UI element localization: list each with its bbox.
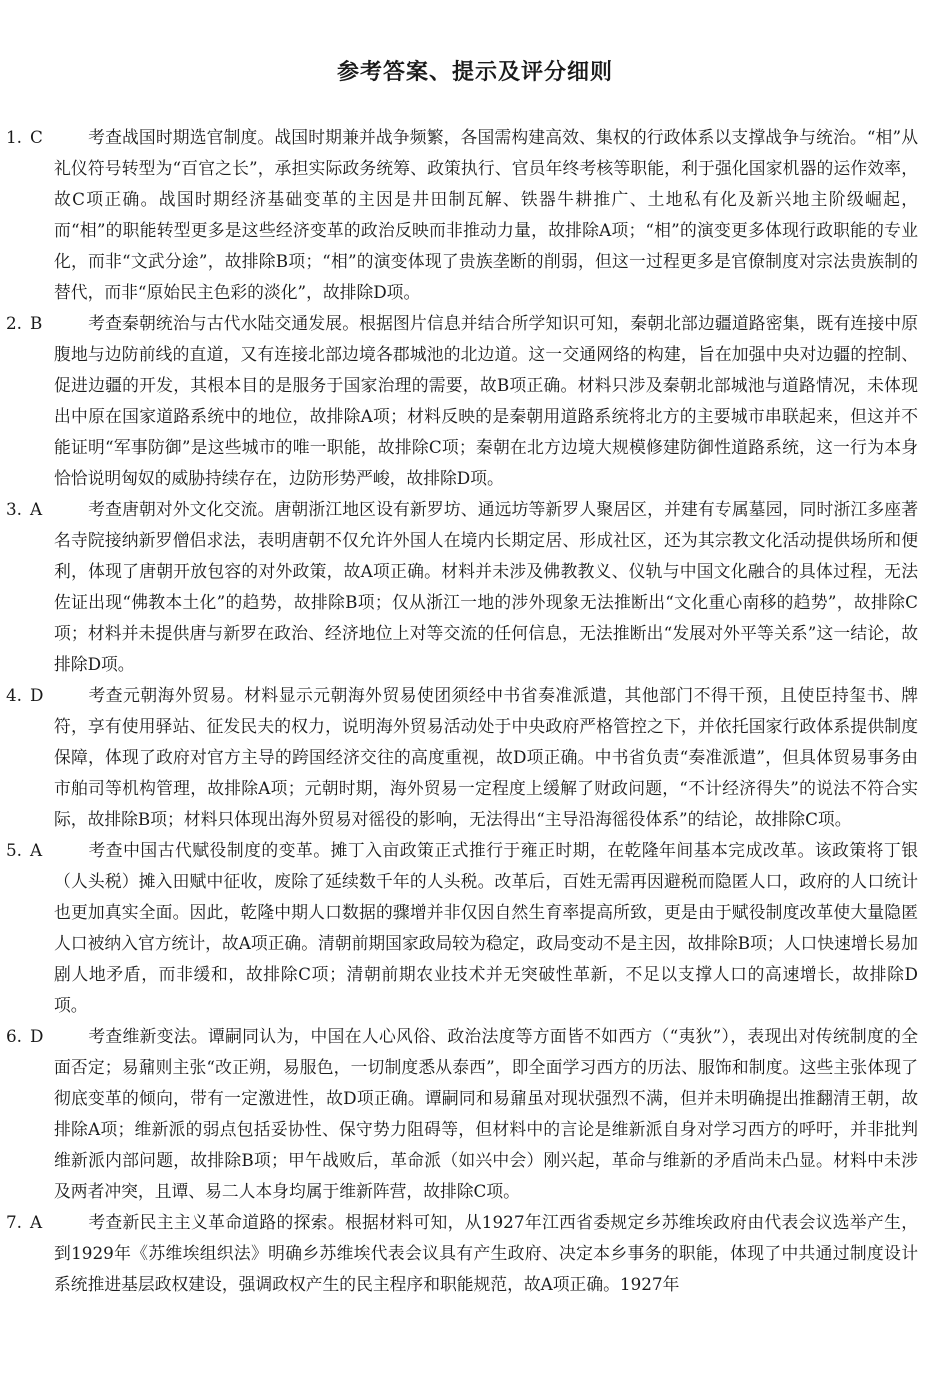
page-title: 参考答案、提示及评分细则 — [336, 60, 613, 85]
question-number: 3. — [6, 499, 23, 519]
question-number: 1. — [6, 127, 23, 147]
answer-item-1 — [6, 122, 918, 308]
answer-explanation: 考查中国古代赋役制度的变革。摊丁入亩政策正式推行于雍正时期，在乾隆年间基本完成改革。该政策将丁银（人头税）摊入田赋中征收，废除了延续数千年的人头税。改革后，百姓无需再因避税而隐匿人口，政府的人口统计也更加真实全面。因此，乾隆中期人口数据的骤增并非仅因自然生育率提高所致，更是由于赋役制度改革使大量隐匿人口被纳入官方统计，故A项正确。清朝前期国家政局较为稳定，政局变动不是主因，故排除B项；人口快速增长易加剧人地矛盾，而非缓和，故排除C项；清朝前期农业技术并无突破性革新，不足以支撑人口的高速增长，故排除D项。 — [54, 840, 918, 1015]
answer-item-4 — [6, 680, 918, 835]
answer-key: A — [30, 499, 43, 519]
answer-item-6 — [6, 1021, 918, 1207]
answer-item-7 — [6, 1207, 918, 1300]
answer-explanation: 考查元朝海外贸易。材料显示元朝海外贸易使团须经中书省奏准派遣，其他部门不得干预，且使臣持玺书、牌符，享有使用驿站、征发民夫的权力，说明海外贸易活动处于中央政府严格管控之下，并依托国家行政体系提供制度保障，体现了政府对官方主导的跨国经济交往的高度重视，故D项正确。中书省负责“奏准派遣”，但具体贸易事务由市舶司等机构管理，故排除A项；元朝时期，海外贸易一定程度上缓解了财政问题，“不计经济得失”的说法不符合实际，故排除B项；材料只体现出海外贸易对徭役的影响，无法得出“主导沿海徭役体系”的结论，故排除C项。 — [54, 685, 918, 829]
answer-key: B — [30, 313, 43, 333]
answer-explanation: 考查新民主主义革命道路的探索。根据材料可知，从1927年江西省委规定乡苏维埃政府由代表会议选举产生，到1929年《苏维埃组织法》明确乡苏维埃代表会议具有产生政府、决定本乡事务的职能，体现了中共通过制度设计系统推进基层政权建设，强调政权产生的民主程序和职能规范，故A项正确。1927年 — [54, 1212, 918, 1294]
answer-item-3 — [6, 494, 918, 680]
answer-explanation: 考查维新变法。谭嗣同认为，中国在人心风俗、政治法度等方面皆不如西方（“夷狄”），表现出对传统制度的全面否定；易鼐则主张“改正朔，易服色，一切制度悉从泰西”，即全面学习西方的历法、服饰和制度。这些主张体现了彻底变革的倾向，带有一定激进性，故D项正确。谭嗣同和易鼐虽对现状强烈不满，但并未明确提出推翻清王朝，故排除A项；维新派的弱点包括妥协性、保守势力阻碍等，但材料中的言论是维新派自身对学习西方的呼吁，并非批判维新派内部问题，故排除B项；甲午战败后，革命派（如兴中会）刚兴起，革命与维新的矛盾尚未凸显。材料中未涉及两者冲突，且谭、易二人本身均属于维新阵营，故排除C项。 — [54, 1026, 918, 1201]
question-number: 7. — [6, 1212, 23, 1232]
answer-explanation: 考查秦朝统治与古代水陆交通发展。根据图片信息并结合所学知识可知，秦朝北部边疆道路密集，既有连接中原腹地与边防前线的直道，又有连接北部边境各郡城池的北边道。这一交通网络的构建，旨在加强中央对边疆的控制、促进边疆的开发，其根本目的是服务于国家治理的需要，故B项正确。材料只涉及秦朝北部城池与道路情况，未体现出中原在国家道路系统中的地位，故排除A项；材料反映的是秦朝用道路系统将北方的主要城市串联起来，但这并不能证明“军事防御”是这些城市的唯一职能，故排除C项；秦朝在北方边境大规模修建防御性道路系统，这一行为本身恰恰说明匈奴的威胁持续存在，边防形势严峻，故排除D项。 — [54, 313, 918, 488]
answer-item-5 — [6, 835, 918, 1021]
answer-explanation: 考查唐朝对外文化交流。唐朝浙江地区设有新罗坊、通远坊等新罗人聚居区，并建有专属墓园，同时浙江多座著名寺院接纳新罗僧侣求法，表明唐朝不仅允许外国人在境内长期定居、形成社区，还为其宗教文化活动提供场所和便利，体现了唐朝开放包容的对外政策，故A项正确。材料并未涉及佛教教义、仪轨与中国文化融合的具体过程，无法佐证出现“佛教本土化”的趋势，故排除B项；仅从浙江一地的涉外现象无法推断出“文化重心南移的趋势”，故排除C项；材料并未提供唐与新罗在政治、经济地位上对等交流的任何信息，无法推断出“发展对外平等关系”这一结论，故排除D项。 — [54, 499, 918, 674]
answer-key: D — [30, 1026, 44, 1046]
question-number: 4. — [6, 685, 23, 705]
answer-item-2 — [6, 308, 918, 494]
answer-key: C — [30, 127, 43, 147]
answer-key: A — [30, 1212, 43, 1232]
answer-key: D — [30, 685, 44, 705]
answer-key: A — [30, 840, 43, 860]
question-number: 2. — [6, 313, 23, 333]
answer-explanation: 考查战国时期选官制度。战国时期兼并战争频繁，各国需构建高效、集权的行政体系以支撑战争与统治。“相”从礼仪符号转型为“百官之长”，承担实际政务统筹、政策执行、官员年终考核等职能，利于强化国家机器的运作效率，故C项正确。战国时期经济基础变革的主因是井田制瓦解、铁器牛耕推广、土地私有化及新兴地主阶级崛起，而“相”的职能转型更多是这些经济变革的政治反映而非推动力量，故排除A项；“相”的演变更多体现行政职能的专业化，而非“文武分途”，故排除B项；“相”的演变体现了贵族垄断的削弱，但这一过程更多是官僚制度对宗法贵族制的替代，而非“原始民主色彩的淡化”，故排除D项。 — [54, 127, 918, 302]
question-number: 6. — [6, 1026, 23, 1046]
question-number: 5. — [6, 840, 23, 860]
answer-list — [6, 122, 918, 1300]
